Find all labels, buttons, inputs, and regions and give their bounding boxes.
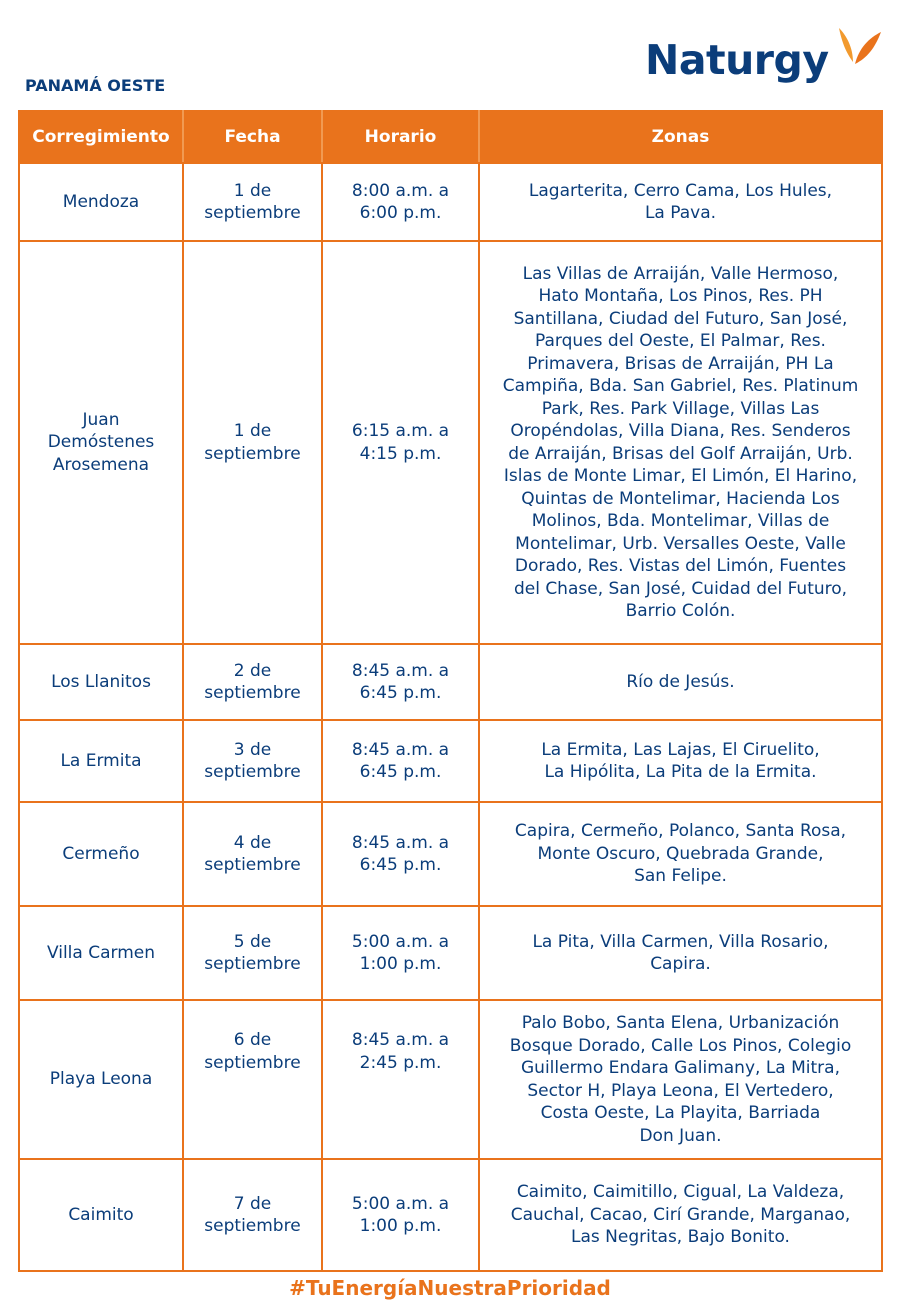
schedule-table	[18, 110, 883, 1272]
cell-corregimiento: La Ermita	[19, 720, 183, 802]
cell-horario: 8:45 a.m. a 6:45 p.m.	[322, 720, 479, 802]
logo-wordmark: Naturgy	[645, 36, 829, 84]
cell-corregimiento: Playa Leona	[19, 1000, 183, 1159]
cell-corregimiento: Mendoza	[19, 163, 183, 241]
table-row	[19, 1159, 882, 1271]
cell-corregimiento: Cermeño	[19, 802, 183, 906]
cell-fecha: 1 de septiembre	[183, 163, 322, 241]
cell-horario: 8:45 a.m. a 6:45 p.m.	[322, 802, 479, 906]
cell-corregimiento: Juan Demóstenes Arosemena	[19, 241, 183, 644]
cell-zonas: Palo Bobo, Santa Elena, Urbanización Bosque Dorado, Calle Los Pinos, Colegio Guillermo Endara Galimany, La Mitra, Sector H, Playa Leona, El Vertedero, Costa Oeste, La Playita, Barriada Don Juan.	[479, 1000, 882, 1159]
table-row	[19, 720, 882, 802]
cell-fecha: 2 de septiembre	[183, 644, 322, 720]
region-title: PANAMÁ OESTE	[25, 76, 166, 95]
butterfly-icon	[835, 26, 883, 76]
cell-corregimiento: Villa Carmen	[19, 906, 183, 1000]
cell-zonas: Capira, Cermeño, Polanco, Santa Rosa, Monte Oscuro, Quebrada Grande, San Felipe.	[479, 802, 882, 906]
cell-fecha: 4 de septiembre	[183, 802, 322, 906]
cell-corregimiento: Los Llanitos	[19, 644, 183, 720]
table-row	[19, 644, 882, 720]
cell-horario: 8:00 a.m. a 6:00 p.m.	[322, 163, 479, 241]
cell-fecha: 3 de septiembre	[183, 720, 322, 802]
table-row	[19, 241, 882, 644]
cell-fecha: 7 de septiembre	[183, 1159, 322, 1271]
campaign-hashtag: #TuEnergíaNuestraPrioridad	[289, 1276, 611, 1300]
cell-zonas: Las Villas de Arraiján, Valle Hermoso, Hato Montaña, Los Pinos, Res. PH Santillana, Ciudad del Futuro, San José, Parques del Oeste, El Palmar, Res. Primavera, Brisas de Arraiján, PH La Campiña, Bda. San Gabriel, Res. Platinum Park, Res. Park Village, Villas Las Oropéndolas, Villa Diana, Res. Senderos de Arraiján, Brisas del Golf Arraiján, Urb. Islas de Monte Limar, El Limón, El Harino, Quintas de Montelimar, Hacienda Los Molinos, Bda. Montelimar, Villas de Montelimar, Urb. Versalles Oeste, Valle Dorado, Res. Vistas del Limón, Fuentes del Chase, San José, Cuidad del Futuro, Barrio Colón.	[479, 241, 882, 644]
cell-fecha: 5 de septiembre	[183, 906, 322, 1000]
header-corregimiento: Corregimiento	[19, 111, 183, 163]
naturgy-logo	[645, 26, 885, 96]
table-row	[19, 163, 882, 241]
cell-zonas: Río de Jesús.	[479, 644, 882, 720]
table-row	[19, 1000, 882, 1159]
header-horario: Horario	[322, 111, 479, 163]
cell-zonas: La Pita, Villa Carmen, Villa Rosario, Capira.	[479, 906, 882, 1000]
table-row	[19, 906, 882, 1000]
cell-fecha: 6 de septiembre	[183, 1000, 322, 1159]
cell-zonas: Lagarterita, Cerro Cama, Los Hules, La Pava.	[479, 163, 882, 241]
table-row	[19, 802, 882, 906]
cell-zonas: La Ermita, Las Lajas, El Ciruelito, La Hipólita, La Pita de la Ermita.	[479, 720, 882, 802]
cell-horario: 5:00 a.m. a 1:00 p.m.	[322, 906, 479, 1000]
cell-horario: 8:45 a.m. a 6:45 p.m.	[322, 644, 479, 720]
header-fecha: Fecha	[183, 111, 322, 163]
cell-horario: 8:45 a.m. a 2:45 p.m.	[322, 1000, 479, 1159]
cell-fecha: 1 de septiembre	[183, 241, 322, 644]
cell-corregimiento: Caimito	[19, 1159, 183, 1271]
cell-horario: 6:15 a.m. a 4:15 p.m.	[322, 241, 479, 644]
cell-zonas: Caimito, Caimitillo, Cigual, La Valdeza, Cauchal, Cacao, Cirí Grande, Marganao, Las Negritas, Bajo Bonito.	[479, 1159, 882, 1271]
header-zonas: Zonas	[479, 111, 882, 163]
table-header-row	[19, 111, 882, 163]
cell-horario: 5:00 a.m. a 1:00 p.m.	[322, 1159, 479, 1271]
